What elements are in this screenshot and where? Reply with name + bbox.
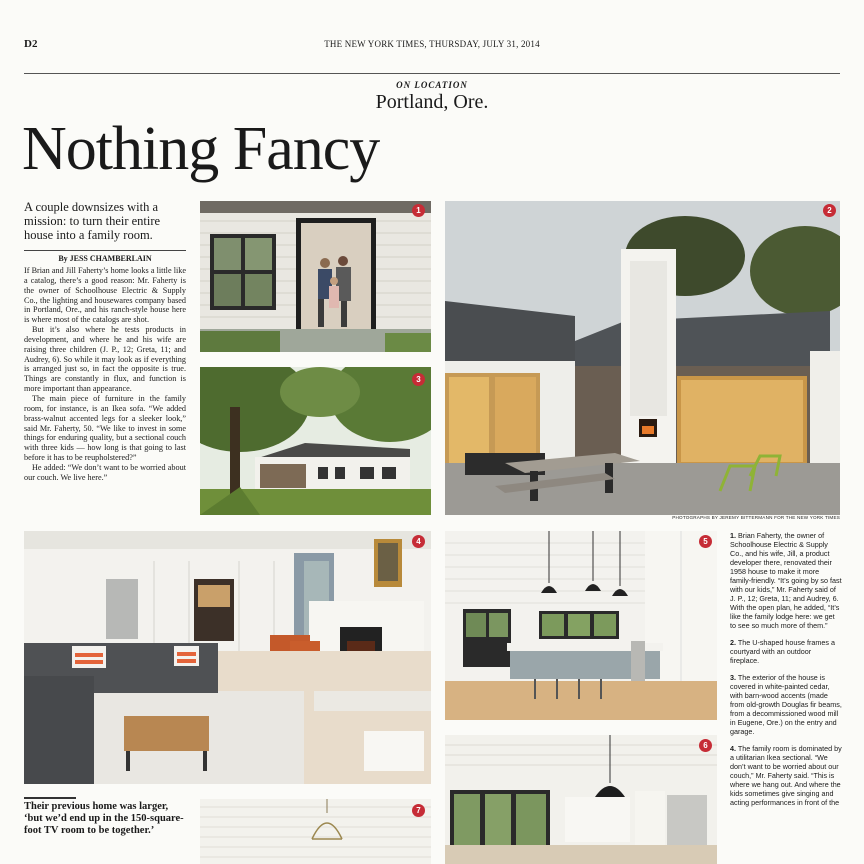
caption-text: Brian Faherty, the owner of Schoolhouse Electric & Supply Co., and his wife, Jill, a product developer there, renovated their 1958 house to make it more family-friendly. “It’s going by so fast with our kids,” Mr. Faherty said of J. P., 12; Greta, 11; and Audrey, 6. With the open plan, he added, “It’s like the family lodge here: we get to see so much more of them.” — [730, 531, 842, 630]
photo-kitchen-detail — [445, 735, 717, 864]
caption-number: 3. — [730, 673, 736, 682]
photo-number-badge: 4 — [412, 535, 425, 548]
byline: By JESS CHAMBERLAIN — [58, 254, 152, 263]
pull-quote-rule — [24, 797, 76, 799]
photo-family-room-image — [24, 531, 431, 784]
caption — [730, 531, 842, 630]
photo-entry — [200, 201, 431, 352]
pull-quote: Their previous home was larger, ‘but we’d end up in the 150-square-foot TV room to be together.’ — [24, 801, 184, 836]
deck-rule — [24, 250, 186, 251]
photo-kitchen-image — [445, 531, 717, 720]
photo-kitchen-detail-image — [445, 735, 717, 864]
photo-number-badge: 1 — [412, 204, 425, 217]
masthead-rule — [24, 73, 840, 74]
section-kicker: ON LOCATION — [396, 80, 468, 90]
photo-captions — [730, 531, 842, 815]
photo-number-badge: 7 — [412, 804, 425, 817]
photo-number-badge: 5 — [699, 535, 712, 548]
paragraph: He added: “We don’t want to be worried about our couch. We live here.” — [24, 462, 186, 482]
page-number: D2 — [24, 38, 38, 50]
photo-exterior — [200, 367, 431, 515]
photo-exterior-image — [200, 367, 431, 515]
location-title: Portland, Ore. — [375, 91, 489, 113]
caption-text: The U-shaped house frames a courtyard with an outdoor fireplace. — [730, 638, 835, 665]
paragraph: The main piece of furniture in the family room, for instance, is an Ikea sofa. “We added brass-walnut accented legs for a sleeker look,” said Mr. Faherty, 50. “We like to invest in some things for enduring quality, but a sectional couch with three kids — how long is that going to last before it has to be reupholstered?” — [24, 393, 186, 463]
photo-courtyard — [445, 201, 840, 515]
caption-number: 1. — [730, 531, 736, 540]
deck: A couple downsizes with a mission: to turn their entire house into a family room. — [24, 200, 161, 242]
caption — [730, 638, 842, 665]
photo-family-room — [24, 531, 431, 784]
headline: Nothing Fancy — [22, 115, 380, 183]
paper-dateline: THE NEW YORK TIMES, THURSDAY, JULY 31, 2014 — [324, 39, 540, 49]
caption-number: 2. — [730, 638, 736, 647]
caption — [730, 673, 842, 736]
photo-dining — [200, 799, 431, 864]
caption-text: The family room is dominated by a utilitarian Ikea sectional. “We don’t want to be worried about our couch,” Mr. Faherty said. “This is where we hang out. And where the kids sometimes give singing and acting performances in front of the — [730, 744, 842, 807]
paragraph: If Brian and Jill Faherty’s home looks a little like a catalog, there’s a good reason: Mr. Faherty is the owner of Schoolhouse Electric & Supply Co., the lighting and housewares company based in Portland, Ore., and his ranch-style house here is where most of the catalogs are shot. — [24, 266, 186, 325]
caption — [730, 744, 842, 807]
photo-number-badge: 3 — [412, 373, 425, 386]
photo-entry-image — [200, 201, 431, 352]
article-body — [24, 266, 186, 483]
photo-number-badge: 6 — [699, 739, 712, 752]
photo-kitchen — [445, 531, 717, 720]
caption-number: 4. — [730, 744, 736, 753]
photo-credit: PHOTOGRAPHS BY JEREMY BITTERMANN FOR THE NEW YORK TIMES — [672, 515, 840, 520]
caption-text: The exterior of the house is covered in white-painted cedar, with barn-wood accents (made from old-growth Douglas fir beams, from a decommissioned wood mill in Eugene, Ore.) on the entry and garage. — [730, 673, 842, 736]
photo-courtyard-image — [445, 201, 840, 515]
photo-dining-image — [200, 799, 431, 864]
photo-number-badge: 2 — [823, 204, 836, 217]
paragraph: But it’s also where he tests products in development, and where he and his wife are raising three children (J. P., 12; Greta, 11; and Audrey, 6). So while it may look as if everything is arranged just so, in fact the opposite is true. Things are constantly in flux, and function is more important than appearance. — [24, 325, 186, 394]
